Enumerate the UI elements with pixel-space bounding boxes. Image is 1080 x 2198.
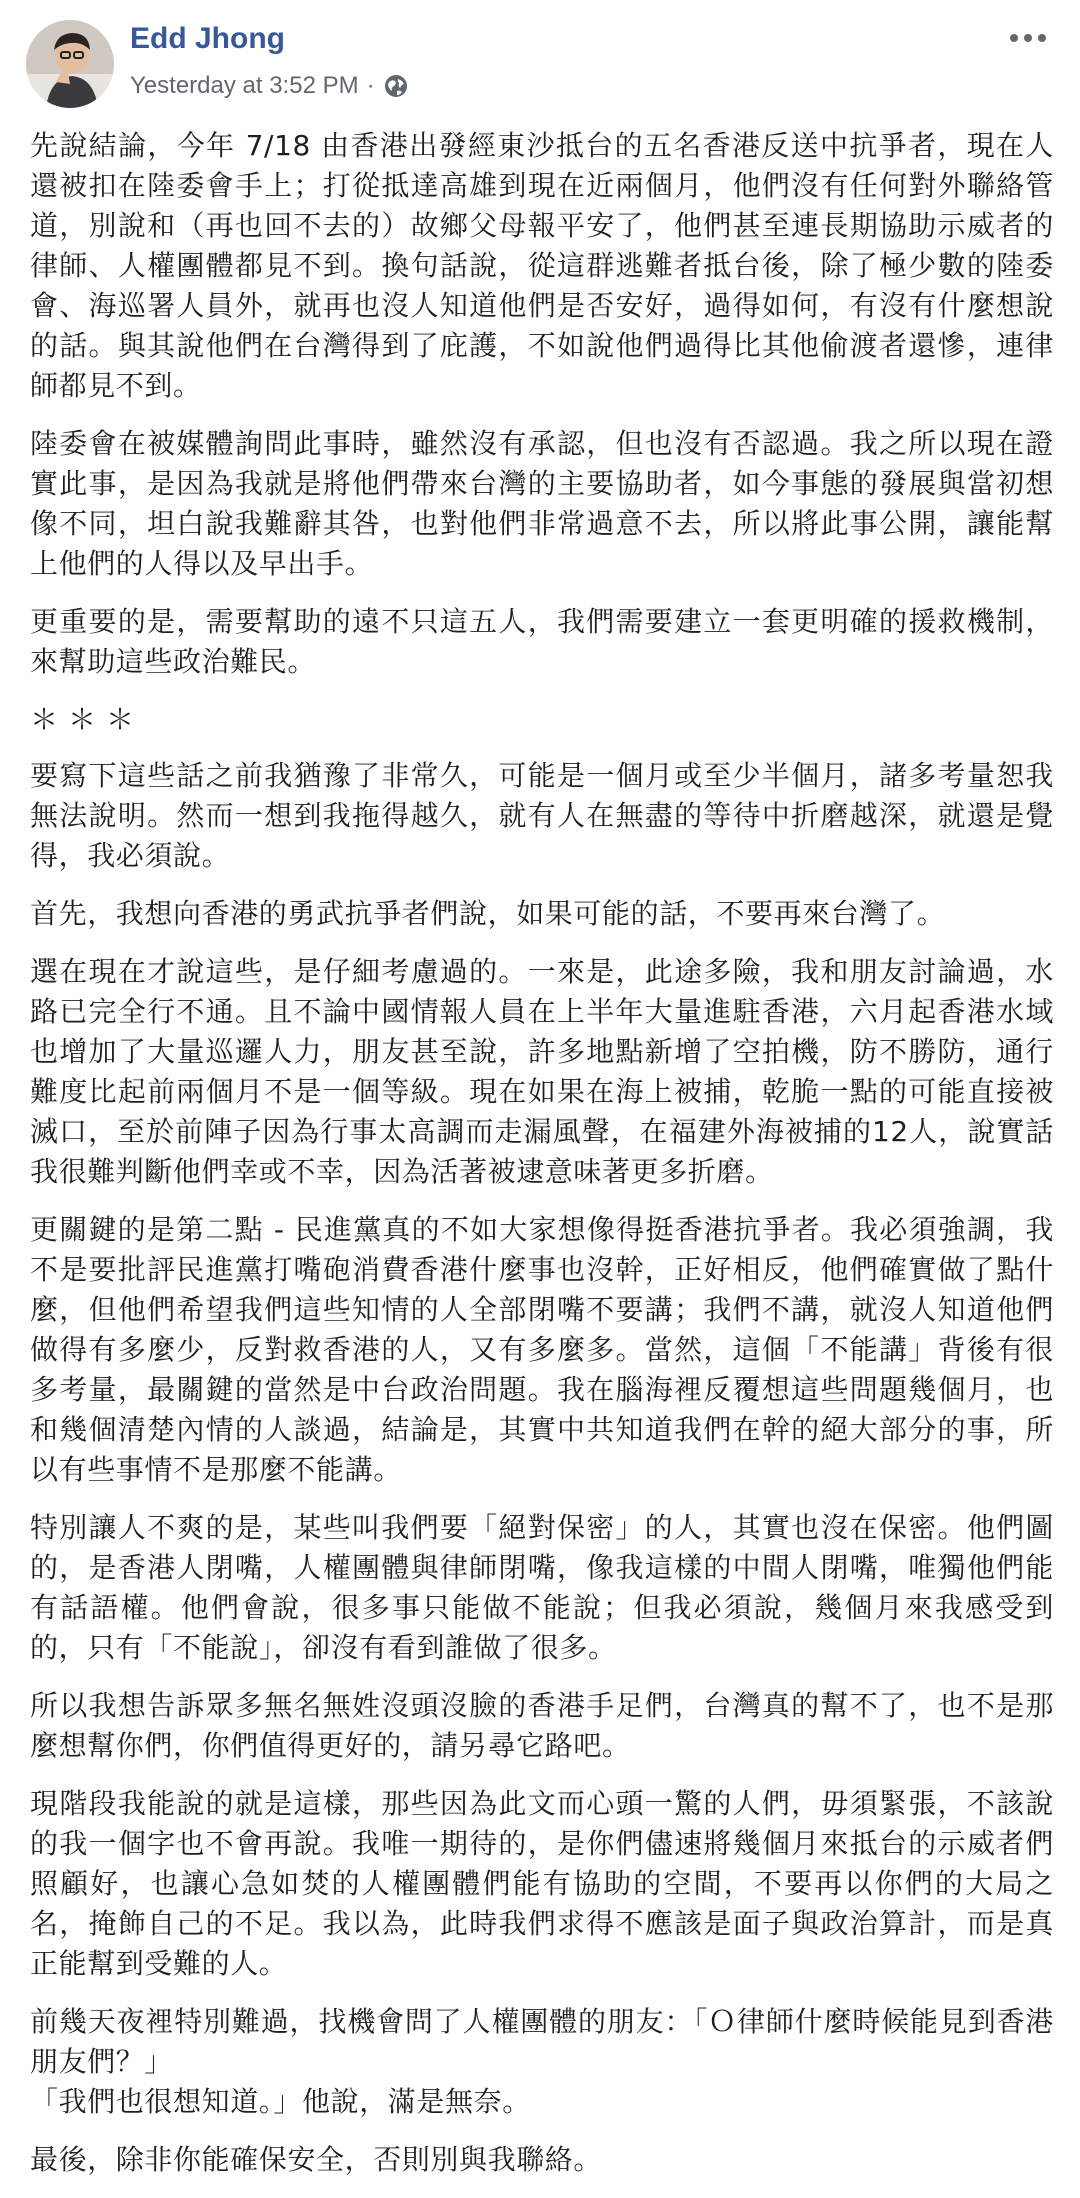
post-meta bbox=[130, 72, 409, 100]
avatar[interactable] bbox=[26, 20, 114, 108]
post-paragraph: 最後，除非你能確保安全，否則別與我聯絡。 bbox=[30, 2143, 603, 2176]
more-options-icon[interactable] bbox=[1006, 26, 1050, 50]
post-header bbox=[26, 16, 1056, 116]
post-paragraph: 前幾天夜裡特別難過，找機會問了人權團體的朋友：「Ｏ律師什麼時候能見到香港朋友們？」 bbox=[30, 2005, 1054, 2078]
author-name[interactable]: Edd Jhong bbox=[130, 22, 285, 55]
meta-separator: · bbox=[366, 72, 375, 99]
post-paragraph: 首先，我想向香港的勇武抗爭者們說，如果可能的話，不要再來台灣了。 bbox=[30, 897, 946, 930]
post-paragraph: 更關鍵的是第二點 - 民進黨真的不如大家想像得挺香港抗爭者。我必須強調，我不是要批評民進黨打嘴砲消費香港什麼事也沒幹，正好相反，他們確實做了點什麼，但他們希望我們這些知情的人全部閉嘴不要講；我們不講，就沒人知道他們做得有多麼少，反對救香港的人，又有多麼多。當然，這個「不能講」背後有很多考量，最關鍵的當然是中台政治問題。我在腦海裡反覆想這些問題幾個月，也和幾個清楚內情的人談過，結論是，其實中共知道我們在幹的絕大部分的事，所以有些事情不是那麼不能講。 bbox=[30, 1213, 1054, 1486]
section-divider: ＊＊＊ bbox=[30, 703, 145, 736]
post-paragraph: 「我們也很想知道。」他說，滿是無奈。 bbox=[30, 2085, 531, 2118]
globe-icon[interactable] bbox=[383, 73, 409, 99]
post-paragraph: 所以我想告訴眾多無名無姓沒頭沒臉的香港手足們，台灣真的幫不了，也不是那麼想幫你們，你們值得更好的，請另尋它路吧。 bbox=[30, 1689, 1054, 1762]
post-timestamp[interactable]: Yesterday at 3:52 PM bbox=[130, 72, 359, 99]
avatar-image bbox=[26, 20, 114, 108]
post-paragraph: 更重要的是，需要幫助的遠不只這五人，我們需要建立一套更明確的援救機制，來幫助這些政治難民。 bbox=[30, 605, 1054, 678]
post-paragraph: 現階段我能說的就是這樣，那些因為此文而心頭一驚的人們，毋須緊張，不該說的我一個字也不會再說。我唯一期待的，是你們儘速將幾個月來抵台的示威者們照顧好，也讓心急如焚的人權團體們能有協助的空間，不要再以你們的大局之名，掩飾自己的不足。我以為，此時我們求得不應該是面子與政治算計，而是真正能幫到受難的人。 bbox=[30, 1787, 1054, 1980]
post-paragraph: 陸委會在被媒體詢問此事時，雖然沒有承認，但也沒有否認過。我之所以現在證實此事，是因為我就是將他們帶來台灣的主要協助者，如今事態的發展與當初想像不同，坦白說我難辭其咎，也對他們非常過意不去，所以將此事公開，讓能幫上他們的人得以及早出手。 bbox=[30, 427, 1054, 580]
post-paragraph: 特別讓人不爽的是，某些叫我們要「絕對保密」的人，其實也沒在保密。他們圖的，是香港人閉嘴，人權團體與律師閉嘴，像我這樣的中間人閉嘴，唯獨他們能有話語權。他們會說，很多事只能做不能說；但我必須說，幾個月來我感受到的，只有「不能說」，卻沒有看到誰做了很多。 bbox=[30, 1511, 1054, 1664]
post-paragraph: 要寫下這些話之前我猶豫了非常久，可能是一個月或至少半個月，諸多考量恕我無法說明。然而一想到我拖得越久，就有人在無盡的等待中折磨越深，就還是覺得，我必須說。 bbox=[30, 759, 1054, 872]
post-body bbox=[30, 126, 1054, 2198]
post-paragraph: 先說結論，今年 7/18 由香港出發經東沙抵台的五名香港反送中抗爭者，現在人還被扣在陸委會手上；打從抵達高雄到現在近兩個月，他們沒有任何對外聯絡管道，別說和（再也回不去的）故鄉父母報平安了，他們甚至連長期協助示威者的律師、人權團體都見不到。換句話說，從這群逃難者抵台後，除了極少數的陸委會、海巡署人員外，就再也沒人知道他們是否安好，過得如何，有沒有什麼想說的話。與其說他們在台灣得到了庇護，不如說他們過得比其他偷渡者還慘，連律師都見不到。 bbox=[30, 129, 1054, 402]
post-paragraph: 選在現在才說這些，是仔細考慮過的。一來是，此途多險，我和朋友討論過，水路已完全行不通。且不論中國情報人員在上半年大量進駐香港，六月起香港水域也增加了大量巡邏人力，朋友甚至說，許多地點新增了空拍機，防不勝防，通行難度比起前兩個月不是一個等級。現在如果在海上被捕，乾脆一點的可能直接被滅口，至於前陣子因為行事太高調而走漏風聲，在福建外海被捕的12人，說實話我很難判斷他們幸或不幸，因為活著被逮意味著更多折磨。 bbox=[30, 955, 1054, 1188]
